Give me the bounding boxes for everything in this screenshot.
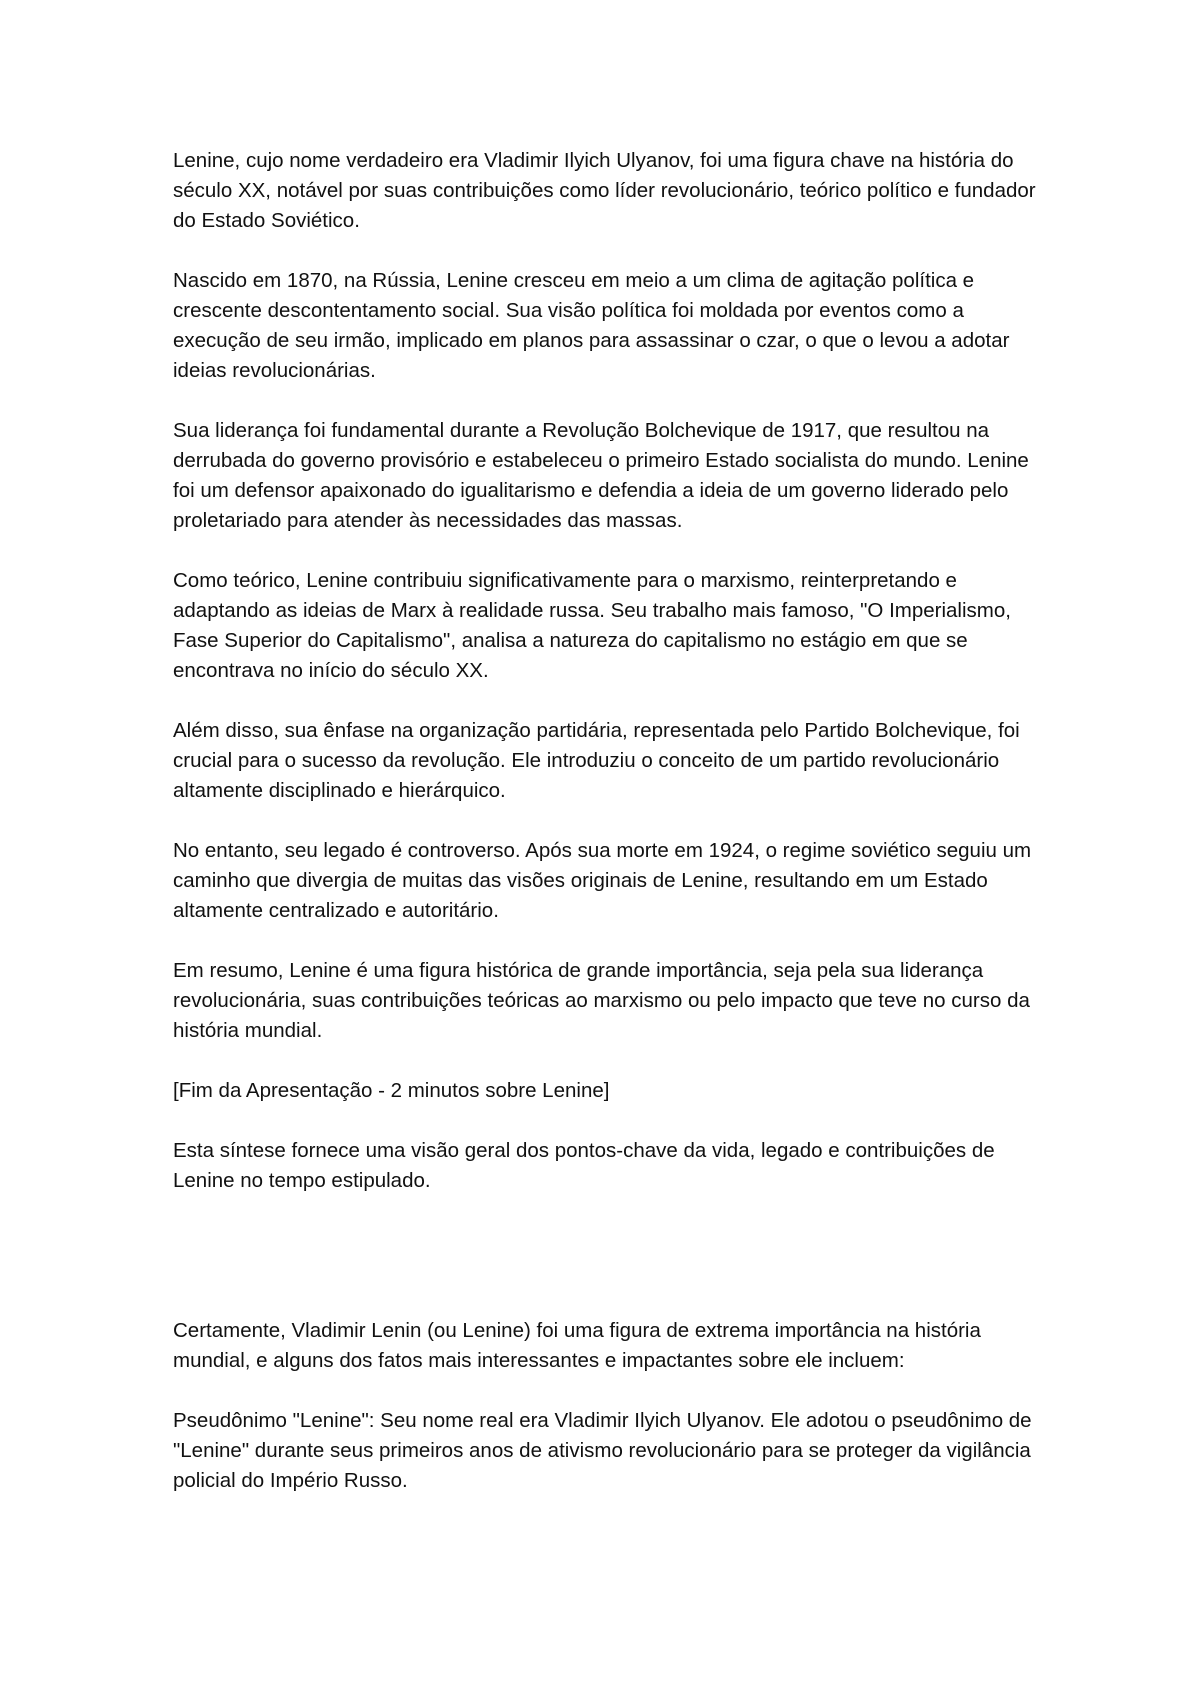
paragraph-leadership: Sua liderança foi fundamental durante a Revolução Bolchevique de 1917, que resultou na derrubada do governo provisório e estabeleceu o primeiro Estado socialista do mundo. Lenine foi um defensor apaixonado do igualitarismo e defendia a ideia de um governo liderado pelo proletariado para atender às necessidades das massas. — [173, 419, 1029, 532]
paragraph-intro: Lenine, cujo nome verdadeiro era Vladimir Ilyich Ulyanov, foi uma figura chave na história do século XX, notável por suas contribuições como líder revolucionário, teórico político e fundador do Estado Soviético. — [173, 149, 1036, 232]
paragraph-birth: Nascido em 1870, na Rússia, Lenine cresceu em meio a um clima de agitação política e crescente descontentamento social. Sua visão política foi moldada por eventos como a execução de seu irmão, implicado em planos para assassinar o czar, o que o levou a adotar ideias revolucionárias. — [173, 269, 1010, 382]
paragraph-end-marker: [Fim da Apresentação - 2 minutos sobre Lenine] — [173, 1079, 610, 1102]
paragraph-pseudonym: Pseudônimo "Lenine": Seu nome real era Vladimir Ilyich Ulyanov. Ele adotou o pseudônimo de "Lenine" durante seus primeiros anos de ativismo revolucionário para se proteger da vigilância policial do Império Russo. — [173, 1409, 1032, 1492]
paragraph-party: Além disso, sua ênfase na organização partidária, representada pelo Partido Bolchevique, foi crucial para o sucesso da revolução. Ele introduziu o conceito de um partido revolucionário altamente disciplinado e hierárquico. — [173, 719, 1020, 802]
paragraph-theory: Como teórico, Lenine contribuiu significativamente para o marxismo, reinterpretando e adaptando as ideias de Marx à realidade russa. Seu trabalho mais famoso, "O Imperialismo, Fase Superior do Capitalismo", analisa a natureza do capitalismo no estágio em que se encontrava no início do século XX. — [173, 569, 1011, 682]
document-body — [173, 146, 1043, 1496]
paragraph-legacy: No entanto, seu legado é controverso. Após sua morte em 1924, o regime soviético seguiu um caminho que divergia de muitas das visões originais de Lenine, resultando em um Estado altamente centralizado e autoritário. — [173, 839, 1032, 922]
paragraph-facts-intro: Certamente, Vladimir Lenin (ou Lenine) foi uma figura de extrema importância na história mundial, e alguns dos fatos mais interessantes e impactantes sobre ele incluem: — [173, 1319, 981, 1372]
paragraph-synthesis: Esta síntese fornece uma visão geral dos pontos-chave da vida, legado e contribuições de Lenine no tempo estipulado. — [173, 1139, 995, 1192]
paragraph-summary: Em resumo, Lenine é uma figura histórica de grande importância, seja pela sua liderança revolucionária, suas contribuições teóricas ao marxismo ou pelo impacto que teve no curso da história mundial. — [173, 959, 1030, 1042]
